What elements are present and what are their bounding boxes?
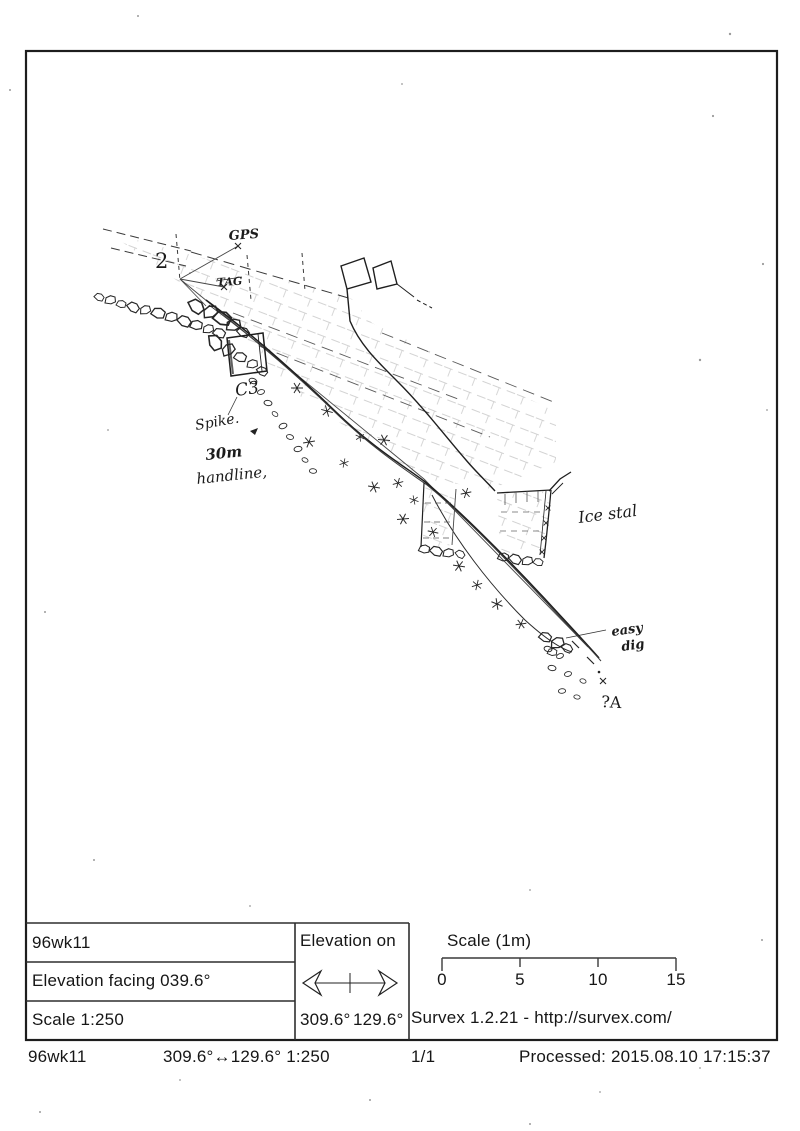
titleblock-elevation-on: Elevation on: [300, 931, 396, 950]
footer-page-number: 1/1: [411, 1047, 436, 1066]
label-handline-length: 30m: [204, 442, 243, 464]
footer-processed-timestamp: Processed: 2015.08.10 17:15:37: [519, 1047, 771, 1066]
label-gps: GPS: [228, 226, 260, 244]
label-c3: C3: [233, 377, 261, 401]
label-spike: Spike.: [193, 410, 241, 434]
survex-credit: Survex 1.2.21 - http://survex.com/: [411, 1008, 672, 1027]
scale-bar-tick-0: 0: [437, 970, 447, 989]
titleblock-view-label: Elevation facing 039.6°: [32, 971, 211, 990]
label-easy: easy: [610, 620, 644, 640]
scale-bar-tick-10: 10: [588, 970, 608, 989]
titleblock-survey-name: 96wk11: [32, 933, 91, 952]
elevation-direction-arrow: [303, 971, 397, 995]
label-tag: TAG: [216, 274, 243, 289]
scale-bar-tick-5: 5: [515, 970, 525, 989]
scale-bar-tick-15: 15: [666, 970, 686, 989]
chimney-blocks: [341, 258, 432, 308]
titleblock-scale-label: Scale 1:250: [32, 1010, 124, 1029]
label-query-a: ?A: [600, 692, 622, 713]
titleblock-bearing-left: 309.6°: [300, 1010, 351, 1029]
titleblock-bearing-right: 129.6°: [353, 1010, 404, 1029]
footer-view-spec: 309.6°↔129.6° 1:250: [163, 1047, 330, 1066]
bedding-hatch-regions: [108, 232, 556, 557]
label-station-2: 2: [155, 249, 169, 273]
page-border: [26, 51, 777, 1040]
label-handline: handline,: [195, 462, 268, 488]
scale-bar-graphic: [442, 958, 676, 971]
label-ice-stal: Ice stal: [577, 500, 639, 527]
scale-bar-title: Scale (1m): [447, 931, 532, 950]
label-dig: dig: [620, 636, 646, 655]
footer-survey-name: 96wk11: [28, 1047, 87, 1066]
